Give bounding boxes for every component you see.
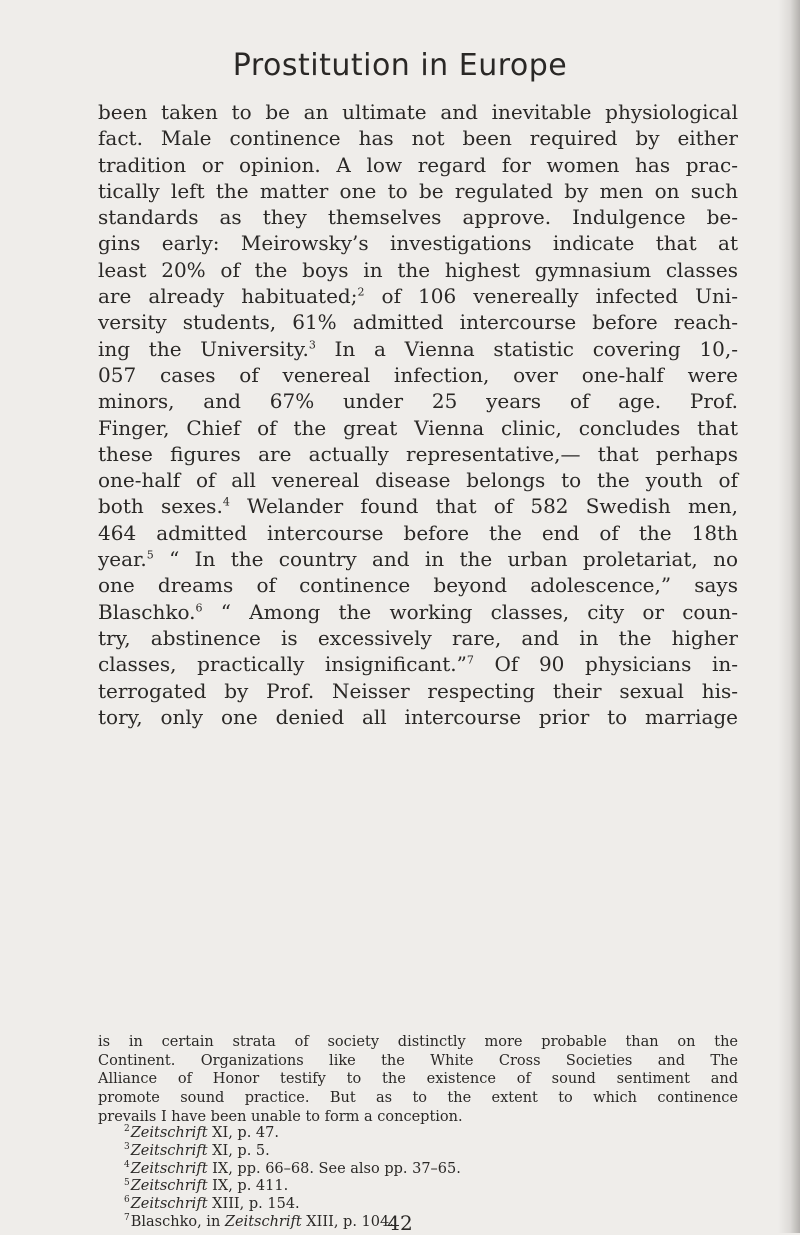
footnote-journal: Zeitschrift (130, 1196, 208, 1213)
footnote-marker: 2 (357, 285, 365, 299)
footnote-journal: Zeitschrift (130, 1125, 208, 1141)
body-line-text: minors, and 67% under 25 years of age. Prof. (98, 389, 738, 414)
footnote-marker: 5 (146, 548, 154, 562)
footnote-continuation-line: is in certain strata of society distinctly more probable than on the (98, 1034, 738, 1050)
body-line (98, 388, 738, 414)
body-line-text: tory, only one denied all intercourse prior to marriage (98, 704, 738, 729)
body-line-text: Blaschko. (98, 599, 196, 624)
footnote-continuation-line: Continent. Organizations like the White Cross Societies and The (98, 1052, 738, 1069)
footnote-journal: Zeitschrift (130, 1178, 208, 1195)
body-line-text: Finger, Chief of the great Vienna clinic, concludes that (98, 415, 738, 440)
footnote-marker: 3 (308, 338, 316, 352)
footnote-continuation-line: Alliance of Honor testify to the existence of sound sentiment and (98, 1071, 738, 1088)
footnote-number: 6 (124, 1195, 130, 1206)
footnote-continuation (98, 1033, 738, 1127)
body-line (98, 283, 738, 309)
body-line (98, 336, 738, 362)
footnote (124, 1125, 724, 1143)
body-line-text: standards as they themselves approve. Indulgence be- (98, 205, 738, 230)
footnote-reference: XI, p. 47. (207, 1125, 279, 1141)
body-line (98, 178, 738, 204)
body-line (98, 572, 738, 598)
body-line (98, 309, 738, 335)
body-line-text: fact. Male continence has not been required by either (98, 126, 738, 151)
body-line-text: gins early: Meirowsky’s investigations indicate that at (98, 231, 738, 256)
body-line (98, 362, 738, 388)
footnote-marker: 6 (195, 600, 203, 614)
body-line (98, 599, 738, 625)
body-line-text: least 20% of the boys in the highest gymnasium classes (98, 257, 738, 282)
body-line-text: 464 admitted intercourse before the end of the 18th (98, 520, 738, 545)
footnote-number: 5 (124, 1177, 130, 1188)
body-line-text: these figures are actually representative,— that perhaps (98, 441, 738, 466)
body-line-text: tradition or opinion. A low regard for women has prac- (98, 152, 738, 177)
body-line-text: ing the University. (98, 336, 309, 361)
page-number: 42 (387, 1211, 413, 1235)
body-line-text: one dreams of continence beyond adolescence,” says (98, 573, 738, 598)
body-line (98, 204, 738, 230)
body-line (98, 415, 738, 441)
footnote (124, 1178, 724, 1196)
footnote (124, 1161, 724, 1179)
body-line-text: are already habituated; (98, 284, 358, 309)
footnote-journal: Zeitschrift (130, 1142, 208, 1159)
footnote-reference: IX, pp. 66–68. See also pp. 37–65. (207, 1160, 461, 1177)
footnote-number: 4 (124, 1159, 130, 1170)
footnote-journal: Zeitschrift (224, 1213, 302, 1230)
footnote-number: 7 (124, 1213, 130, 1224)
body-line-text: terrogated by Prof. Neisser respecting their sexual his- (98, 678, 738, 703)
body-line (98, 441, 738, 467)
body-line-text-after: Of 90 physicians in- (473, 652, 738, 677)
body-line (98, 651, 738, 677)
body-line-text: 057 cases of venereal infection, over one-half were (98, 362, 738, 387)
footnote-marker: 7 (466, 653, 474, 667)
footnote-reference: XI, p. 5. (207, 1142, 270, 1159)
body-line-text-after: “ Among the working classes, city or coun- (202, 599, 738, 624)
body-line-text: tically left the matter one to be regulated by men on such (98, 178, 738, 203)
footnote-author: Blaschko, in (130, 1213, 225, 1230)
body-line (98, 704, 738, 730)
body-line-text: one-half of all venereal disease belongs to the youth of (98, 468, 738, 493)
body-line (98, 125, 738, 151)
body-text (98, 99, 738, 730)
body-line-text: classes, practically insignificant.” (98, 652, 467, 677)
running-head: Prostitution in Europe (232, 48, 568, 83)
footnote (124, 1143, 724, 1161)
footnote-number: 2 (124, 1124, 130, 1135)
body-line (98, 520, 738, 546)
footnote-continuation-line: prevails I have been unable to form a conception. (98, 1108, 463, 1125)
page-edge-shadow (778, 0, 800, 1233)
body-line-text-after: “ In the country and in the urban proletariat, no (153, 547, 738, 572)
body-line-text: both sexes. (98, 494, 223, 519)
footnote-reference: XIII, p. 154. (207, 1196, 300, 1213)
footnote-number: 3 (124, 1141, 130, 1152)
body-line-text: been taken to be an ultimate and inevitable physiological (98, 100, 738, 124)
body-line (98, 678, 738, 704)
body-line (98, 257, 738, 283)
body-line-text-after: Welander found that of 582 Swedish men, (229, 494, 738, 519)
body-line (98, 493, 738, 519)
footnote-reference: XIII, p. 104. (301, 1213, 394, 1230)
body-line-text: year. (98, 547, 147, 572)
footnote-continuation-line: promote sound practice. But as to the extent to which continence (98, 1090, 738, 1107)
body-line-text-after: In a Vienna statistic covering 10,- (315, 336, 739, 361)
body-line (98, 546, 738, 572)
body-line (98, 152, 738, 178)
footnote-journal: Zeitschrift (130, 1160, 208, 1177)
footnote-reference: IX, p. 411. (207, 1178, 289, 1195)
body-line (98, 625, 738, 651)
body-line-text-after: of 106 venereally infected Uni- (364, 284, 738, 309)
body-line (98, 467, 738, 493)
body-line-text: try, abstinence is excessively rare, and in the higher (98, 625, 738, 650)
body-line-text: versity students, 61% admitted intercourse before reach- (98, 310, 738, 335)
body-line (98, 230, 738, 256)
footnote-marker: 4 (222, 495, 230, 509)
body-line (98, 99, 738, 125)
